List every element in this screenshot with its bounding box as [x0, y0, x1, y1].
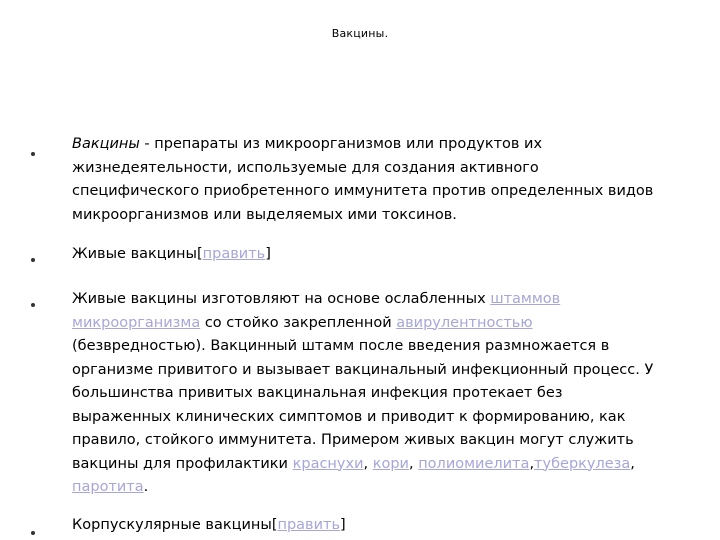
- link-mumps[interactable]: паротита: [72, 479, 144, 495]
- text-run: ,: [529, 455, 535, 472]
- bracket-close: ]: [340, 517, 346, 533]
- text-run: ,: [408, 455, 419, 472]
- bullet-dot: [31, 152, 35, 156]
- link-avirulence[interactable]: авирулентностью: [396, 314, 533, 331]
- bullet-dot: [31, 258, 35, 262]
- link-rubella[interactable]: краснухи: [292, 455, 364, 472]
- text-run: Живые вакцины изготовляют на основе ослабленных: [72, 291, 491, 307]
- text-run: ,: [630, 455, 635, 472]
- text-run: (безвредностью). Вакцинный штамм после введения размножается в организме привитого и вызывает вакцинальный инфекционный процесс. У большинства привитых вакцинальная инфекция протекает без выраженных клинических симптомов и приводит к формированию, как правило, стойкого иммунитета. Примером живых вакцин могут служить вакцины для профилактики: [72, 338, 654, 472]
- text-run: ,: [363, 455, 373, 472]
- link-strains[interactable]: штаммов: [490, 291, 561, 307]
- link-polio[interactable]: полиомиелита: [418, 455, 530, 472]
- slide-title: Вакцины.: [331, 27, 389, 40]
- bracket-open: [: [196, 246, 203, 262]
- edit-link[interactable]: править: [277, 517, 341, 533]
- bullet-dot: [31, 531, 35, 535]
- link-measles[interactable]: кори: [372, 455, 409, 472]
- corpuscular-vaccines-heading: [72, 514, 662, 538]
- heading-text: Живые вакцины: [72, 246, 197, 262]
- definition-text: - препараты из микроорганизмов или продуктов их жизнедеятельности, используемые для создания активного специфического приобретенного иммунитета против определенных видов микроорганизмов или выделяемых ими токсинов.: [72, 136, 654, 223]
- edit-link[interactable]: править: [202, 246, 266, 262]
- bullet-dot: [31, 303, 35, 307]
- definition-item: [72, 133, 662, 227]
- bracket-open: [: [271, 517, 278, 533]
- text-run: со стойко закрепленной: [200, 314, 397, 331]
- live-vaccines-heading: [72, 243, 662, 267]
- term-vaccines: Вакцины: [72, 136, 140, 152]
- live-vaccines-description: [72, 288, 662, 500]
- text-run: .: [143, 479, 149, 495]
- link-microorganism[interactable]: микроорганизма: [72, 314, 201, 331]
- heading-text: Корпускулярные вакцины: [72, 517, 272, 533]
- link-tuberculosis[interactable]: туберкулеза: [534, 455, 631, 472]
- bracket-close: ]: [265, 246, 271, 262]
